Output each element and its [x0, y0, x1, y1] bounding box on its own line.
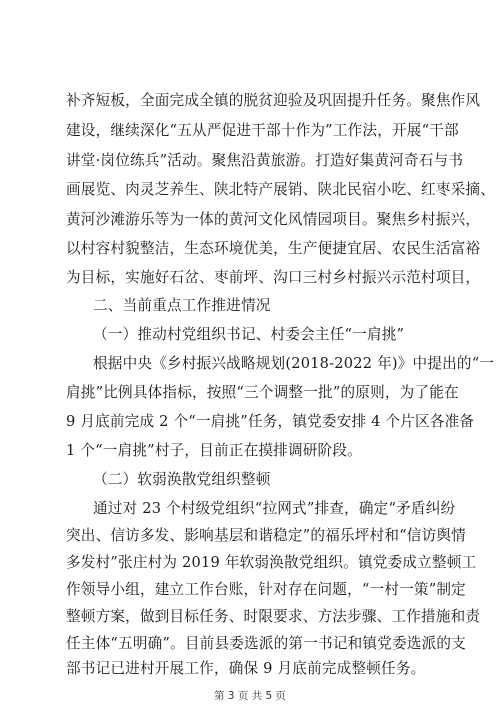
text-line: 肩挑”比例具体指标，按照“三个调整一批”的原则，为了能在	[66, 384, 459, 401]
text-line: 整顿方案，做到目标任务、时限要求、方法步骤、工作措施和责	[66, 608, 481, 625]
text-line: 补齐短板，全面完成全镇的脱贫迎验及巩固提升任务。聚焦作风	[66, 92, 481, 109]
subsection-heading: （一）推动村党组织书记、村委会主任“一肩挑”	[93, 326, 405, 343]
text-line: 突出、信访多发、影响基层和谐稳定”的福乐坪村和“信访舆情	[66, 527, 466, 544]
text-line: 任主体“五明确”。目前县委选派的第一书记和镇党委选派的支	[66, 635, 466, 652]
text-line: 讲堂·岗位练兵”活动。聚焦沿黄旅游。打造好集黄河奇石与书	[66, 152, 464, 169]
text-line: 多发村”张庄村为 2019 年软弱涣散党组织。镇党委成立整顿工	[66, 554, 477, 571]
text-line: 9 月底前完成 2 个“一肩挑”任务，镇党委安排 4 个片区各准备	[66, 413, 475, 430]
text-line: 通过对 23 个村级党组织“拉网式”排查，确定“矛盾纠纷	[93, 500, 456, 517]
page-footer: 第 3 页 共 5 页	[213, 690, 287, 702]
section-heading: 二、当前重点工作推进情况	[93, 297, 271, 314]
text-line: 黄河沙滩游乐等为一体的黄河文化风情园项目。聚焦乡村振兴，	[66, 211, 481, 228]
text-line: 作领导小组，建立工作台账，针对存在问题，“一村一策”制定	[66, 581, 466, 598]
text-line: 以村容村貌整洁，生态环境优美，生产便捷宜居、农民生活富裕	[66, 240, 481, 257]
text-line: 为目标，实施好石岔、枣前坪、沟口三村乡村振兴示范村项目，	[66, 269, 481, 286]
text-line: 根据中央《乡村振兴战略规划(2018-2022 年)》中提出的“一	[93, 355, 495, 372]
subsection-heading: （二）软弱涣散党组织整顿	[93, 471, 271, 488]
text-line: 部书记已进村开展工作，确保 9 月底前完成整顿任务。	[66, 660, 426, 677]
text-line: 画展览、肉灵芝养生、陕北特产展销、陕北民宿小吃、红枣采摘、	[66, 181, 496, 198]
text-line: 1 个“一肩挑”村子，目前正在摸排调研阶段。	[66, 442, 362, 459]
text-line: 建设，继续深化“五从严促进干部十作为”工作法，开展“干部	[66, 122, 459, 139]
